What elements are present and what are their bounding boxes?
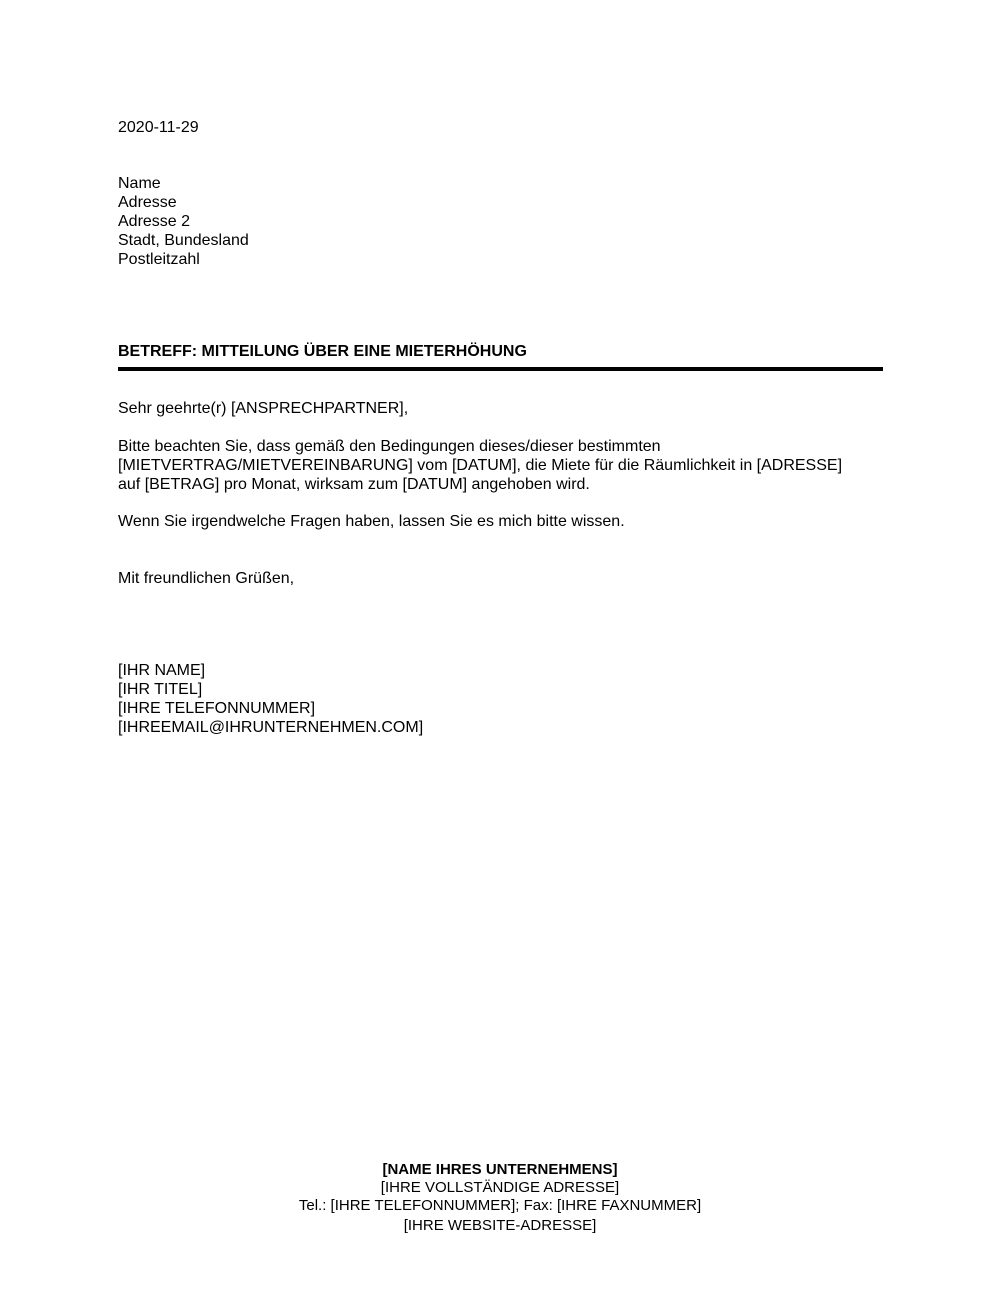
body-line: Bitte beachten Sie, dass gemäß den Bedingungen dieses/dieser bestimmten <box>118 438 661 455</box>
footer-company: [NAME IHRES UNTERNEHMENS] <box>382 1161 618 1178</box>
footer-address: [IHRE VOLLSTÄNDIGE ADRESSE] <box>380 1179 620 1196</box>
subject-divider <box>118 367 883 371</box>
recipient-address-2: Adresse 2 <box>118 213 191 230</box>
body-line: [MIETVERTRAG/MIETVEREINBARUNG] vom [DATUM], die Miete für die Räumlichkeit in [ADRESSE] <box>118 457 843 474</box>
letter-date: 2020-11-29 <box>118 119 199 136</box>
body-paragraph-2: Wenn Sie irgendwelche Fragen haben, lassen Sie es mich bitte wissen. <box>118 513 625 530</box>
recipient-city-state: Stadt, Bundesland <box>118 232 249 249</box>
salutation: Sehr geehrte(r) [ANSPRECHPARTNER], <box>118 400 409 417</box>
signature-phone: [IHRE TELEFONNUMMER] <box>118 700 316 717</box>
signature-name: [IHR NAME] <box>118 662 206 679</box>
subject-line: BETREFF: MITTEILUNG ÜBER EINE MIETERHÖHUNG <box>118 343 527 360</box>
body-line: auf [BETRAG] pro Monat, wirksam zum [DATUM] angehoben wird. <box>118 476 590 493</box>
signature-title: [IHR TITEL] <box>118 681 203 698</box>
recipient-postal-code: Postleitzahl <box>118 251 200 268</box>
recipient-name: Name <box>118 175 161 192</box>
recipient-address-1: Adresse <box>118 194 177 211</box>
footer-website: [IHRE WEBSITE-ADRESSE] <box>403 1217 597 1234</box>
signature-email: [IHREEMAIL@IHRUNTERNEHMEN.COM] <box>118 719 424 736</box>
closing: Mit freundlichen Grüßen, <box>118 570 295 587</box>
footer-contact: Tel.: [IHRE TELEFONNUMMER]; Fax: [IHRE FAXNUMMER] <box>298 1197 702 1214</box>
